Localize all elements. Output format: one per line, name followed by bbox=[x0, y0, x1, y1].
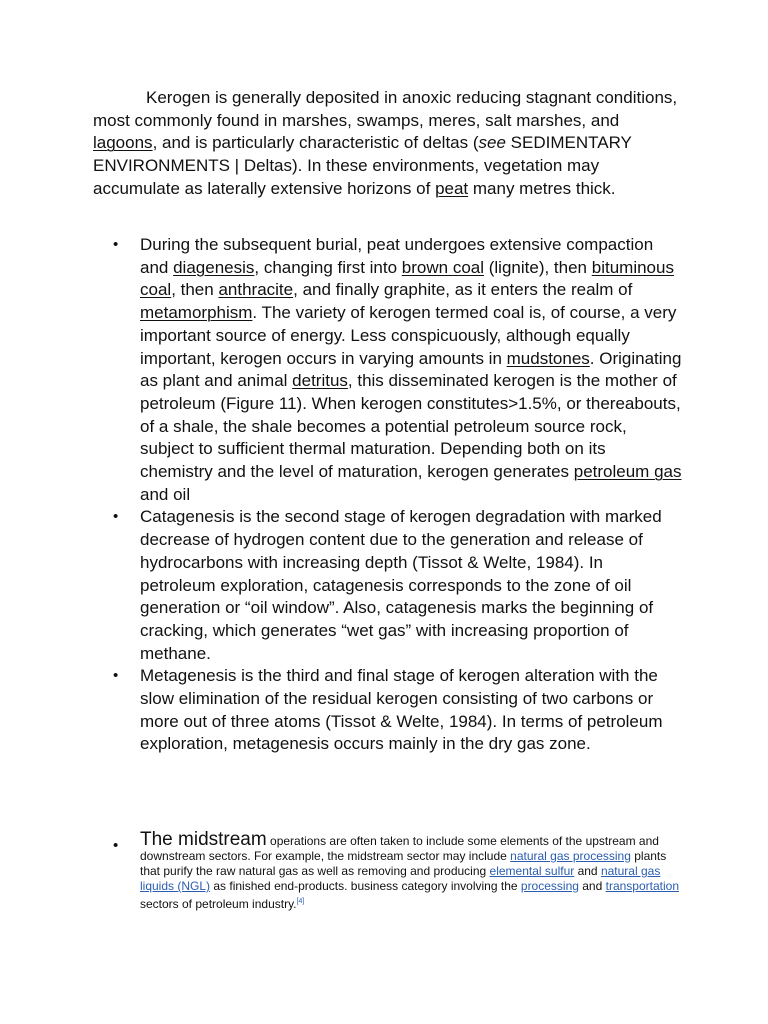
link-bituminous-coal[interactable]: bituminous coal bbox=[140, 257, 674, 300]
intro-text-2: , and is particularly characteristic of deltas ( bbox=[152, 133, 479, 153]
link-natural-gas-liquids[interactable]: natural gas liquids (NGL) bbox=[140, 864, 661, 893]
bullet-icon: • bbox=[113, 508, 119, 526]
midstream-list bbox=[93, 829, 683, 912]
midstream-text-4: as finished end-products. business category involving the bbox=[210, 879, 521, 893]
link-elemental-sulfur[interactable]: elemental sulfur bbox=[489, 864, 575, 878]
bullet1-text-1: During the subsequent burial, peat undergoes extensive compaction and bbox=[140, 235, 654, 277]
link-processing[interactable]: processing bbox=[520, 879, 579, 893]
midstream-text-1: operations are often taken to include some elements of the upstream and downstream sectors. For example, the midstream sector may include bbox=[140, 834, 659, 863]
bullet1-text-4: , then bbox=[171, 280, 219, 300]
bullet-icon: • bbox=[113, 667, 119, 685]
link-petroleum-gas[interactable]: petroleum gas bbox=[573, 462, 682, 482]
reference-link[interactable]: [4] bbox=[296, 898, 305, 905]
bullet1-text-6: . The variety of kerogen termed coal is, of course, a very important source of energy. Less conspicuously, although equally important, kerogen occurs in varying amounts in bbox=[140, 303, 677, 368]
link-brown-coal[interactable]: brown coal bbox=[401, 257, 485, 277]
link-diagenesis[interactable]: diagenesis bbox=[173, 257, 255, 277]
bullet1-text-8: , this disseminated kerogen is the mother of petroleum (Figure 11). When kerogen constitutes>1.5%, or thereabouts, of a shale, the shale becomes a potential petroleum source rock, subject to sufficient thermal maturation. Depending both on its chemistry and the level of maturation, kerogen generates bbox=[140, 371, 681, 482]
list-item bbox=[93, 506, 683, 665]
list-item bbox=[93, 665, 683, 756]
intro-text-3: SEDIMENTARY ENVIRONMENTS | Deltas). In these environments, vegetation may accumulate as laterally extensive horizons of bbox=[93, 133, 632, 198]
intro-text-4: many metres thick. bbox=[468, 178, 616, 198]
link-lagoons[interactable]: lagoons bbox=[93, 133, 153, 153]
bullet3-text: Metagenesis is the third and final stage of kerogen alteration with the slow elimination of the residual kerogen consisting of two carbons or more out of three atoms (Tissot & Welte, 1984). In terms of petroleum exploration, metagenesis occurs mainly in the dry gas zone. bbox=[140, 666, 663, 754]
bullet1-text-7: . Originating as plant and animal bbox=[140, 348, 682, 391]
bullet-list bbox=[93, 234, 683, 756]
link-peat[interactable]: peat bbox=[435, 178, 469, 198]
link-detritus[interactable]: detritus bbox=[292, 371, 348, 391]
list-item bbox=[93, 829, 683, 912]
midstream-text-2: plants that purify the raw natural gas as well as removing and producing bbox=[140, 849, 667, 878]
bullet1-text-5: , and finally graphite, as it enters the realm of bbox=[293, 280, 633, 300]
midstream-text-5: and bbox=[578, 879, 606, 893]
bullet1-text-9: and oil bbox=[140, 484, 191, 504]
link-anthracite[interactable]: anthracite bbox=[218, 280, 294, 300]
intro-see: see bbox=[478, 133, 506, 153]
list-item bbox=[93, 234, 683, 506]
bullet2-text: Catagenesis is the second stage of kerogen degradation with marked decrease of hydrogen content due to the generation and release of hydrocarbons with increasing depth (Tissot & Welte, 1984). In petroleum exploration, catagenesis corresponds to the zone of oil generation or “oil window”. Also, catagenesis marks the beginning of cracking, which generates “wet gas” with increasing proportion of methane. bbox=[140, 507, 662, 663]
link-metamorphism[interactable]: metamorphism bbox=[140, 303, 253, 323]
intro-text-1: Kerogen is generally deposited in anoxic reducing stagnant conditions, most commonly found in marshes, swamps, meres, salt marshes, and bbox=[93, 88, 678, 130]
bullet-icon: • bbox=[113, 837, 119, 854]
bullet1-text-3: (lignite), then bbox=[484, 257, 592, 277]
link-mudstones[interactable]: mudstones bbox=[506, 348, 590, 368]
link-natural-gas-processing[interactable]: natural gas processing bbox=[510, 849, 631, 863]
bullet1-text-2: , changing first into bbox=[254, 257, 402, 277]
midstream-text-6: sectors of petroleum industry. bbox=[140, 897, 297, 911]
midstream-heading: The midstream bbox=[140, 829, 267, 850]
midstream-text-3: and bbox=[574, 864, 601, 878]
bullet-icon: • bbox=[113, 236, 119, 253]
intro-paragraph bbox=[93, 87, 683, 201]
link-transportation[interactable]: transportation bbox=[605, 879, 680, 893]
